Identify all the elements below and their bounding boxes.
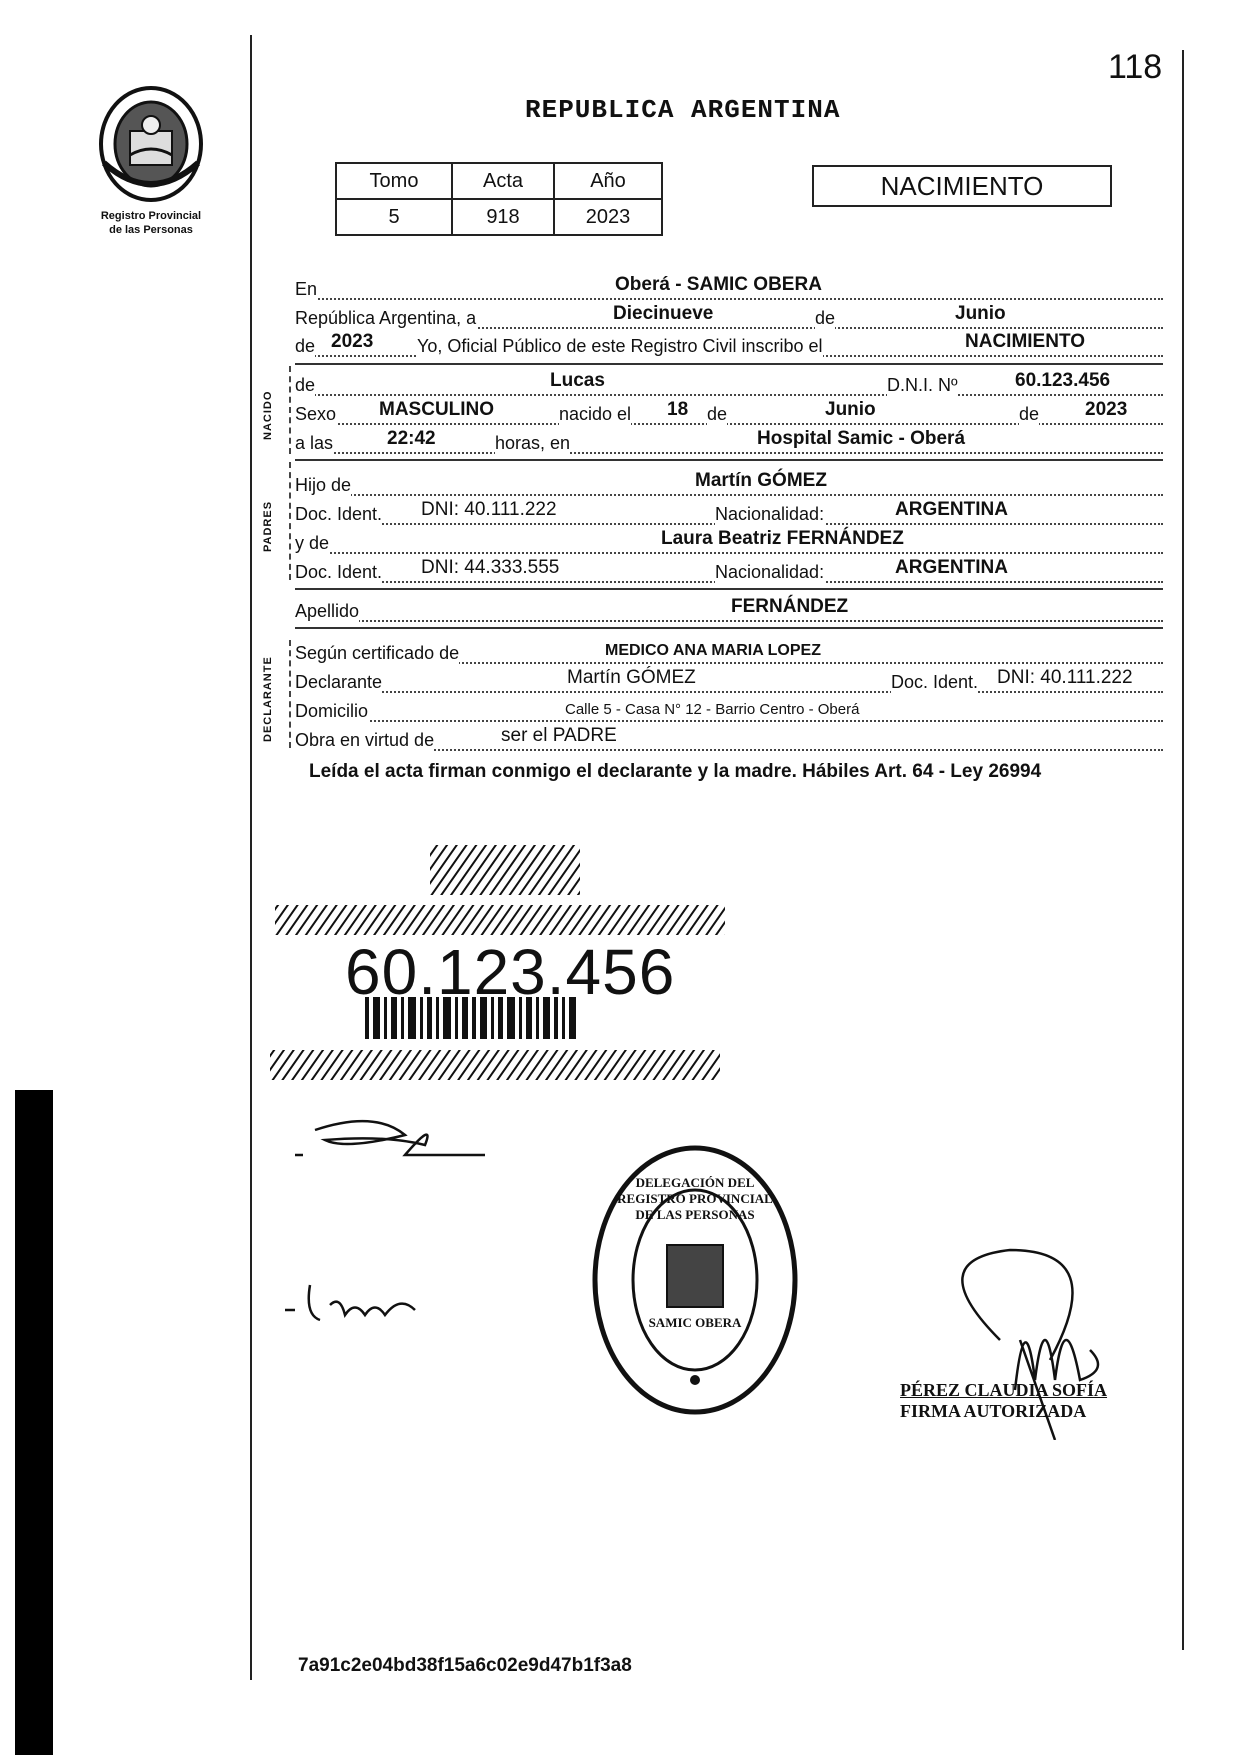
- birth-time: 22:42: [387, 428, 436, 449]
- document-hash: 7a91c2e04bd38f15a6c02e9d47b1f3a8: [298, 1655, 632, 1676]
- certificado: MEDICO ANA MARIA LOPEZ: [605, 642, 821, 659]
- birth-day: 18: [667, 399, 689, 420]
- surname: FERNÁNDEZ: [731, 596, 849, 617]
- section-nacido: NACIDO: [262, 390, 274, 440]
- id-label-number: 60.123.456: [345, 936, 676, 1008]
- declarante: Martín GÓMEZ: [567, 667, 696, 688]
- registry-value-anio: 2023: [554, 199, 662, 235]
- separator: [295, 363, 1163, 365]
- registry-header-anio: Año: [554, 163, 662, 199]
- child-name: Lucas: [550, 370, 605, 391]
- row-certificado: Según certificado de MEDICO ANA MARIA LOPEZ: [295, 638, 1163, 666]
- row-apellido: Apellido FERNÁNDEZ: [295, 596, 1163, 624]
- row-padre-doc: Doc. Ident. DNI: 40.111.222 Nacionalidad: ARGENTINA: [295, 499, 1163, 527]
- logo-caption-1: Registro Provincial: [100, 210, 202, 222]
- month: Junio: [955, 303, 1006, 324]
- birth-place: Hospital Samic - Oberá: [757, 428, 966, 449]
- domicilio: Calle 5 - Casa N° 12 - Barrio Centro - Oberá: [565, 701, 860, 718]
- row-fecha: República Argentina, a Diecinueve de Junio: [295, 303, 1163, 331]
- logo-caption-2: de las Personas: [109, 224, 193, 236]
- row-nacido-nombre: de Lucas D.N.I. Nº 60.123.456: [295, 370, 1163, 398]
- id-label: [270, 845, 730, 1085]
- scan-edge: [15, 1090, 53, 1755]
- section-padres: PADRES: [262, 500, 274, 552]
- obra: ser el PADRE: [501, 725, 617, 746]
- authority-name: PÉREZ CLAUDIA SOFÍA: [900, 1380, 1108, 1400]
- registry-logo: [86, 85, 216, 236]
- registry-header-acta: Acta: [452, 163, 554, 199]
- sexo: MASCULINO: [379, 399, 495, 420]
- registry-value-tomo: 5: [336, 199, 452, 235]
- day-words: Diecinueve: [613, 303, 714, 324]
- mother-signature-icon: [280, 1265, 440, 1335]
- row-sexo: Sexo MASCULINO nacido el 18 de Junio de 2023: [295, 399, 1163, 427]
- mother-nationality: ARGENTINA: [895, 557, 1008, 578]
- inscribe-type: NACIMIENTO: [965, 331, 1085, 352]
- row-padre: Hijo de Martín GÓMEZ: [295, 470, 1163, 498]
- left-frame-line: [250, 35, 252, 1680]
- row-declarante: Declarante Martín GÓMEZ Doc. Ident. DNI: 40.111.222: [295, 667, 1163, 695]
- row-madre-doc: Doc. Ident. DNI: 44.333.555 Nacionalidad: ARGENTINA: [295, 557, 1163, 585]
- country-title: REPUBLICA ARGENTINA: [525, 95, 841, 125]
- row-obra: Obra en virtud de ser el PADRE: [295, 725, 1163, 753]
- birth-year: 2023: [1085, 399, 1128, 420]
- father-nationality: ARGENTINA: [895, 499, 1008, 520]
- declarant-signature-icon: [285, 1110, 505, 1180]
- document-type-box: NACIMIENTO: [812, 165, 1112, 207]
- year: 2023: [331, 331, 374, 352]
- declarante-doc: DNI: 40.111.222: [997, 667, 1133, 688]
- row-en: En Oberá - SAMIC OBERA: [295, 274, 1163, 302]
- row-hora: a las 22:42 horas, en Hospital Samic - Oberá: [295, 428, 1163, 456]
- closing-note: Leída el acta firman conmigo el declarante y la madre. Hábiles Art. 64 - Ley 26994: [309, 761, 1042, 782]
- father-doc: DNI: 40.111.222: [421, 499, 557, 520]
- seal-inner-text: SAMIC OBERA: [648, 1315, 742, 1330]
- row-madre: y de Laura Beatriz FERNÁNDEZ: [295, 528, 1163, 556]
- birth-month: Junio: [825, 399, 876, 420]
- registry-header-tomo: Tomo: [336, 163, 452, 199]
- page-number: 118: [1108, 48, 1163, 86]
- father-name: Martín GÓMEZ: [695, 470, 827, 491]
- row-inscribe: de 2023 Yo, Oficial Público de este Registro Civil inscribo el NACIMIENTO: [295, 331, 1163, 359]
- seal-outer-text: DELEGACIÓN DEL REGISTRO PROVINCIAL DE LAS PERSONAS: [617, 1175, 773, 1222]
- authority-title: FIRMA AUTORIZADA: [900, 1401, 1087, 1421]
- right-frame-line: [1182, 50, 1184, 1650]
- section-declarante: DECLARANTE: [262, 656, 274, 742]
- registry-table: [335, 162, 663, 236]
- row-domicilio: Domicilio Calle 5 - Casa N° 12 - Barrio Centro - Oberá: [295, 696, 1163, 724]
- registry-value-acta: 918: [452, 199, 554, 235]
- place: Oberá - SAMIC OBERA: [615, 274, 822, 295]
- mother-doc: DNI: 44.333.555: [421, 557, 560, 578]
- coat-of-arms-icon: [92, 85, 210, 203]
- child-dni: 60.123.456: [1015, 370, 1111, 391]
- authority-block: [900, 1380, 1107, 1422]
- mother-name: Laura Beatriz FERNÁNDEZ: [661, 528, 904, 549]
